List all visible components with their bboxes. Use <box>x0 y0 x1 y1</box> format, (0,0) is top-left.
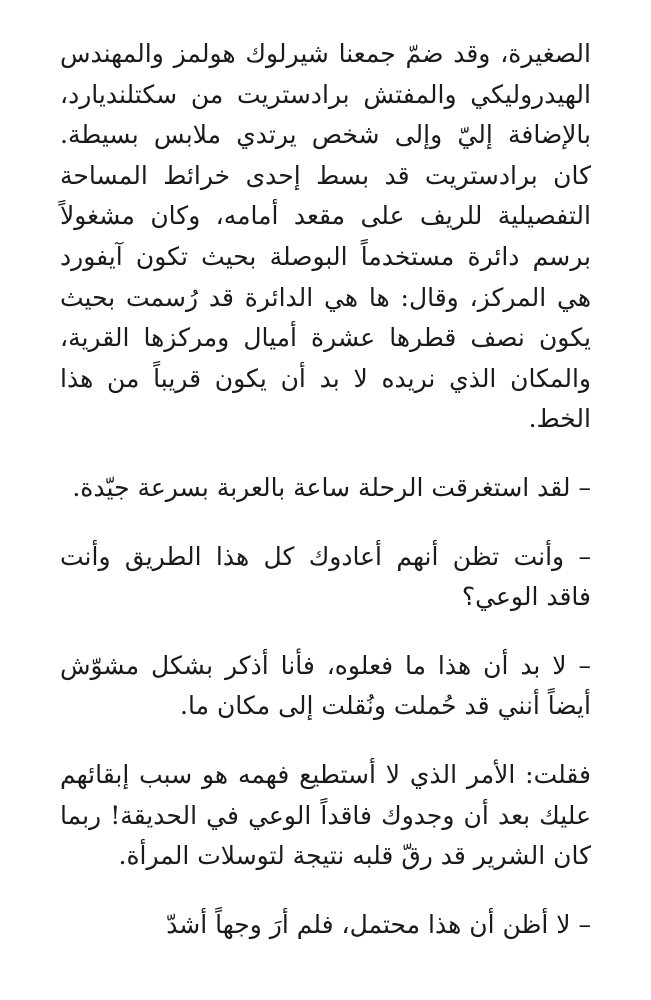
paragraph-dialogue-question: – وأنت تظن أنهم أعادوك كل هذا الطريق وأنت فاقد الوعي؟ <box>60 541 591 612</box>
paragraph-dialogue-reply: – لا أظن أن هذا محتمل، فلم أرَ وجهاً أشدّ <box>166 909 591 939</box>
paragraph-narration: الصغيرة، وقد ضمّ جمعنا شيرلوك هولمز والمهندس الهيدروليكي والمفتش برادستريت من سكتلنديارد، بالإضافة إليّ وإلى شخص يرتدي ملابس بسيطة. كان برادستريت قد بسط إحدى خرائط المساحة التفصيلية للريف على مقعد أمامه، وكان مشغولاً برسم دائرة مستخدماً البوصلة بحيث تكون آيفورد هي المركز، وقال: ها هي الدائرة قد رُسمت بحيث يكون نصف قطرها عشرة أميال ومركزها القرية، والمكان الذي نريده لا بد أن يكون قريباً من هذا الخط. <box>60 39 591 434</box>
paragraph-dialogue-journey: – لقد استغرقت الرحلة ساعة بالعربة بسرعة جيّدة. <box>72 472 591 502</box>
paragraph-remark: فقلت: الأمر الذي لا أستطيع فهمه هو سبب إبقائهم عليك بعد أن وجدوك فاقداً الوعي في الحديقة! ربما كان الشرير قد رقّ قلبه نتيجة لتوسلات المرأة. <box>60 759 591 871</box>
paragraph-dialogue-answer: – لا بد أن هذا ما فعلوه، فأنا أذكر بشكل مشوّش أيضاً أنني قد حُملت ونُقلت إلى مكان ما. <box>60 650 591 721</box>
page-text <box>60 34 591 973</box>
